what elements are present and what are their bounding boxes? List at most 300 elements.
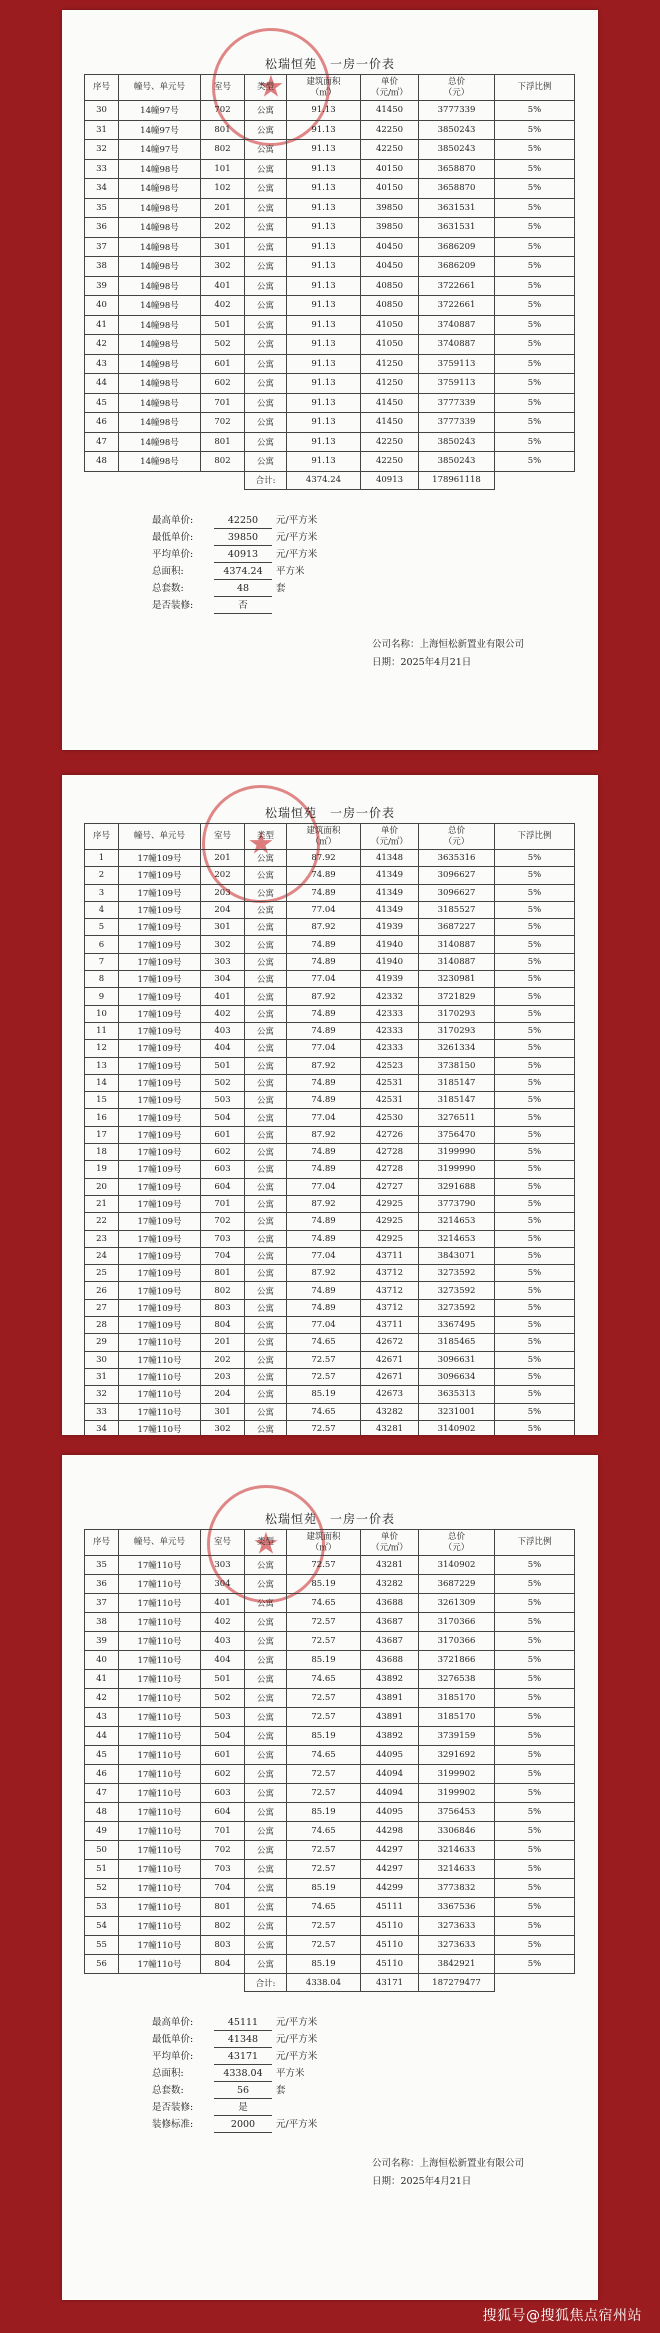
table-row xyxy=(85,257,575,277)
cell-room-number: 502 xyxy=(201,335,245,355)
cell-unit-price: 39850 xyxy=(361,218,419,238)
table-row xyxy=(85,1613,575,1632)
cell-room-number: 502 xyxy=(201,1074,245,1091)
cell-room-number: 802 xyxy=(201,1282,245,1299)
cell-building-unit: 17幢109号 xyxy=(119,936,201,953)
total-sum: 178961118 xyxy=(419,471,495,489)
total-blank xyxy=(495,471,575,489)
table-row xyxy=(85,919,575,936)
table-row xyxy=(85,1594,575,1613)
cell-building-unit: 17幢109号 xyxy=(119,1265,201,1282)
cell-row-index: 37 xyxy=(85,237,119,257)
table-row xyxy=(85,953,575,970)
cell-building-unit: 17幢109号 xyxy=(119,1230,201,1247)
cell-total-price: 3273592 xyxy=(419,1299,495,1316)
summary-row xyxy=(152,2031,598,2048)
cell-floor-area: 77.04 xyxy=(287,1040,361,1057)
cell-discount-ratio: 5% xyxy=(495,1708,575,1727)
cell-floor-area: 85.19 xyxy=(287,1803,361,1822)
cell-row-index: 46 xyxy=(85,413,119,433)
cell-unit-type: 公寓 xyxy=(245,1632,287,1651)
cell-unit-type: 公寓 xyxy=(245,1386,287,1403)
table-row xyxy=(85,1420,575,1435)
cell-unit-price: 40450 xyxy=(361,237,419,257)
cell-floor-area: 72.57 xyxy=(287,1613,361,1632)
cell-total-price: 3273592 xyxy=(419,1282,495,1299)
cell-unit-type: 公寓 xyxy=(245,296,287,316)
cell-discount-ratio: 5% xyxy=(495,1334,575,1351)
cell-room-number: 502 xyxy=(201,1689,245,1708)
summary-row xyxy=(152,2048,598,2065)
cell-floor-area: 74.89 xyxy=(287,884,361,901)
company-info xyxy=(372,2155,598,2191)
summary-unit: 元/平方米 xyxy=(276,2034,318,2045)
cell-unit-type: 公寓 xyxy=(245,1351,287,1368)
price-sheet-page-3 xyxy=(62,1455,598,2300)
cell-row-index: 38 xyxy=(85,257,119,277)
cell-unit-type: 公寓 xyxy=(245,1057,287,1074)
cell-room-number: 402 xyxy=(201,296,245,316)
cell-unit-type: 公寓 xyxy=(245,1247,287,1264)
cell-discount-ratio: 5% xyxy=(495,1917,575,1936)
cell-room-number: 802 xyxy=(201,140,245,160)
cell-discount-ratio: 5% xyxy=(495,1822,575,1841)
cell-floor-area: 74.89 xyxy=(287,1282,361,1299)
table-row xyxy=(85,237,575,257)
cell-room-number: 403 xyxy=(201,1022,245,1039)
cell-unit-type: 公寓 xyxy=(245,1898,287,1917)
cell-unit-type: 公寓 xyxy=(245,1299,287,1316)
cell-unit-type: 公寓 xyxy=(245,1109,287,1126)
cell-discount-ratio: 5% xyxy=(495,1282,575,1299)
cell-unit-type: 公寓 xyxy=(245,1860,287,1879)
table-row xyxy=(85,354,575,374)
cell-floor-area: 91.13 xyxy=(287,413,361,433)
cell-unit-price: 42333 xyxy=(361,1040,419,1057)
cell-total-price: 3273592 xyxy=(419,1265,495,1282)
cell-discount-ratio: 5% xyxy=(495,1057,575,1074)
cell-unit-price: 42531 xyxy=(361,1074,419,1091)
table-row xyxy=(85,101,575,121)
cell-building-unit: 17幢109号 xyxy=(119,850,201,867)
cell-building-unit: 17幢109号 xyxy=(119,1178,201,1195)
cell-building-unit: 17幢109号 xyxy=(119,1144,201,1161)
cell-building-unit: 17幢109号 xyxy=(119,953,201,970)
table-row xyxy=(85,1403,575,1420)
cell-unit-price: 41939 xyxy=(361,919,419,936)
cell-unit-price: 44297 xyxy=(361,1860,419,1879)
cell-room-number: 703 xyxy=(201,1230,245,1247)
cell-discount-ratio: 5% xyxy=(495,1689,575,1708)
cell-total-price: 3777339 xyxy=(419,393,495,413)
cell-room-number: 802 xyxy=(201,1917,245,1936)
cell-total-price: 3843071 xyxy=(419,1247,495,1264)
cell-row-index: 42 xyxy=(85,1689,119,1708)
cell-discount-ratio: 5% xyxy=(495,1936,575,1955)
summary-value: 48 xyxy=(214,580,272,597)
cell-row-index: 14 xyxy=(85,1074,119,1091)
cell-room-number: 202 xyxy=(201,1351,245,1368)
cell-unit-type: 公寓 xyxy=(245,1195,287,1212)
cell-floor-area: 72.57 xyxy=(287,1556,361,1575)
cell-row-index: 16 xyxy=(85,1109,119,1126)
cell-row-index: 50 xyxy=(85,1841,119,1860)
cell-total-price: 3740887 xyxy=(419,315,495,335)
cell-row-index: 55 xyxy=(85,1936,119,1955)
table-row xyxy=(85,1917,575,1936)
cell-building-unit: 17幢110号 xyxy=(119,1746,201,1765)
cell-unit-type: 公寓 xyxy=(245,971,287,988)
cell-building-unit: 17幢110号 xyxy=(119,1803,201,1822)
cell-room-number: 203 xyxy=(201,1368,245,1385)
cell-building-unit: 17幢109号 xyxy=(119,1282,201,1299)
cell-room-number: 602 xyxy=(201,1144,245,1161)
cell-row-index: 37 xyxy=(85,1594,119,1613)
cell-unit-type: 公寓 xyxy=(245,1334,287,1351)
summary-row xyxy=(152,546,598,563)
cell-discount-ratio: 5% xyxy=(495,198,575,218)
cell-discount-ratio: 5% xyxy=(495,452,575,472)
cell-row-index: 52 xyxy=(85,1879,119,1898)
cell-row-index: 53 xyxy=(85,1898,119,1917)
cell-building-unit: 17幢109号 xyxy=(119,1005,201,1022)
cell-floor-area: 87.92 xyxy=(287,919,361,936)
summary-label: 总面积: xyxy=(152,565,184,577)
cell-discount-ratio: 5% xyxy=(495,1879,575,1898)
cell-floor-area: 77.04 xyxy=(287,901,361,918)
cell-unit-type: 公寓 xyxy=(245,1613,287,1632)
table-row xyxy=(85,1670,575,1689)
cell-row-index: 26 xyxy=(85,1282,119,1299)
cell-unit-price: 43687 xyxy=(361,1632,419,1651)
cell-room-number: 704 xyxy=(201,1247,245,1264)
cell-unit-type: 公寓 xyxy=(245,1213,287,1230)
cell-room-number: 803 xyxy=(201,1936,245,1955)
cell-unit-type: 公寓 xyxy=(245,1936,287,1955)
cell-floor-area: 91.13 xyxy=(287,276,361,296)
source-watermark: 搜狐号@搜狐焦点宿州站 xyxy=(482,2308,642,2324)
table-row xyxy=(85,1144,575,1161)
cell-unit-price: 42672 xyxy=(361,1334,419,1351)
cell-unit-type: 公寓 xyxy=(245,452,287,472)
cell-discount-ratio: 5% xyxy=(495,1955,575,1974)
cell-unit-type: 公寓 xyxy=(245,1317,287,1334)
cell-floor-area: 72.57 xyxy=(287,1841,361,1860)
summary-label: 总面积: xyxy=(152,2068,184,2079)
cell-row-index: 23 xyxy=(85,1230,119,1247)
cell-unit-type: 公寓 xyxy=(245,198,287,218)
cell-floor-area: 74.89 xyxy=(287,1005,361,1022)
header-unit-type: 类型 xyxy=(245,1530,287,1556)
cell-row-index: 34 xyxy=(85,179,119,199)
cell-row-index: 31 xyxy=(85,120,119,140)
cell-total-price: 3631531 xyxy=(419,198,495,218)
cell-floor-area: 91.13 xyxy=(287,237,361,257)
cell-unit-price: 43281 xyxy=(361,1420,419,1435)
cell-row-index: 56 xyxy=(85,1955,119,1974)
cell-unit-price: 42726 xyxy=(361,1126,419,1143)
cell-total-price: 3199990 xyxy=(419,1161,495,1178)
cell-building-unit: 14幢98号 xyxy=(119,354,201,374)
cell-unit-type: 公寓 xyxy=(245,1594,287,1613)
cell-row-index: 45 xyxy=(85,393,119,413)
cell-building-unit: 14幢98号 xyxy=(119,432,201,452)
cell-total-price: 3185170 xyxy=(419,1689,495,1708)
cell-floor-area: 74.89 xyxy=(287,1074,361,1091)
cell-floor-area: 77.04 xyxy=(287,971,361,988)
cell-total-price: 3850243 xyxy=(419,432,495,452)
cell-total-price: 3214653 xyxy=(419,1213,495,1230)
cell-unit-type: 公寓 xyxy=(245,393,287,413)
cell-unit-price: 43281 xyxy=(361,1556,419,1575)
cell-discount-ratio: 5% xyxy=(495,1670,575,1689)
cell-unit-type: 公寓 xyxy=(245,1403,287,1420)
cell-room-number: 804 xyxy=(201,1955,245,1974)
cell-row-index: 25 xyxy=(85,1265,119,1282)
cell-room-number: 804 xyxy=(201,1317,245,1334)
cell-building-unit: 17幢109号 xyxy=(119,1092,201,1109)
table-row xyxy=(85,1213,575,1230)
cell-building-unit: 17幢110号 xyxy=(119,1879,201,1898)
cell-building-unit: 17幢109号 xyxy=(119,1040,201,1057)
total-label: 合计: xyxy=(245,471,287,489)
table-header-row xyxy=(85,75,575,101)
company-name: 公司名称：上海恒松新置业有限公司 xyxy=(372,2158,525,2169)
cell-floor-area: 91.13 xyxy=(287,179,361,199)
table-row xyxy=(85,971,575,988)
cell-unit-price: 42671 xyxy=(361,1368,419,1385)
cell-unit-type: 公寓 xyxy=(245,988,287,1005)
cell-unit-type: 公寓 xyxy=(245,1556,287,1575)
cell-unit-price: 41349 xyxy=(361,867,419,884)
cell-building-unit: 17幢110号 xyxy=(119,1841,201,1860)
sheet-title: 松瑞恒苑 一房一价表 xyxy=(264,57,395,71)
summary-label: 平均单价: xyxy=(152,548,194,560)
cell-total-price: 3261334 xyxy=(419,1040,495,1057)
cell-total-price: 3096634 xyxy=(419,1368,495,1385)
cell-unit-type: 公寓 xyxy=(245,919,287,936)
cell-building-unit: 17幢110号 xyxy=(119,1727,201,1746)
cell-unit-type: 公寓 xyxy=(245,276,287,296)
summary-row xyxy=(152,597,598,614)
cell-discount-ratio: 5% xyxy=(495,1803,575,1822)
summary-row xyxy=(152,2116,598,2133)
cell-room-number: 404 xyxy=(201,1040,245,1057)
cell-discount-ratio: 5% xyxy=(495,257,575,277)
cell-building-unit: 17幢109号 xyxy=(119,884,201,901)
cell-total-price: 3850243 xyxy=(419,140,495,160)
cell-total-price: 3140887 xyxy=(419,936,495,953)
cell-discount-ratio: 5% xyxy=(495,1161,575,1178)
cell-discount-ratio: 5% xyxy=(495,1746,575,1765)
cell-discount-ratio: 5% xyxy=(495,1265,575,1282)
table-row xyxy=(85,1230,575,1247)
summary-value: 39850 xyxy=(214,529,272,546)
cell-row-index: 13 xyxy=(85,1057,119,1074)
summary-unit: 元/平方米 xyxy=(276,2051,318,2062)
cell-unit-type: 公寓 xyxy=(245,179,287,199)
cell-discount-ratio: 5% xyxy=(495,296,575,316)
summary-unit: 平方米 xyxy=(276,2068,305,2079)
cell-discount-ratio: 5% xyxy=(495,1195,575,1212)
table-row xyxy=(85,1708,575,1727)
table-row xyxy=(85,1126,575,1143)
header-row-index: 序号 xyxy=(85,75,119,101)
cell-discount-ratio: 5% xyxy=(495,1632,575,1651)
table-row xyxy=(85,1746,575,1765)
cell-building-unit: 14幢98号 xyxy=(119,296,201,316)
cell-unit-price: 40150 xyxy=(361,159,419,179)
cell-unit-price: 44095 xyxy=(361,1803,419,1822)
table-row xyxy=(85,120,575,140)
cell-total-price: 3773832 xyxy=(419,1879,495,1898)
header-room-number: 室号 xyxy=(201,824,245,850)
cell-total-price: 3777339 xyxy=(419,413,495,433)
cell-row-index: 27 xyxy=(85,1299,119,1316)
cell-floor-area: 91.13 xyxy=(287,296,361,316)
cell-room-number: 302 xyxy=(201,1420,245,1435)
cell-row-index: 31 xyxy=(85,1368,119,1385)
cell-room-number: 201 xyxy=(201,198,245,218)
cell-row-index: 47 xyxy=(85,1784,119,1803)
cell-floor-area: 87.92 xyxy=(287,988,361,1005)
cell-unit-type: 公寓 xyxy=(245,1074,287,1091)
summary-value: 2000 xyxy=(214,2116,272,2133)
header-unit-price: 单价 （元/㎡） xyxy=(361,75,419,101)
cell-unit-price: 41250 xyxy=(361,374,419,394)
cell-unit-type: 公寓 xyxy=(245,120,287,140)
cell-row-index: 7 xyxy=(85,953,119,970)
cell-floor-area: 74.89 xyxy=(287,1230,361,1247)
cell-room-number: 701 xyxy=(201,1195,245,1212)
cell-unit-type: 公寓 xyxy=(245,335,287,355)
company-name: 公司名称：上海恒松新置业有限公司 xyxy=(372,638,525,650)
summary-label: 装修标准: xyxy=(152,2119,194,2130)
table-row xyxy=(85,218,575,238)
cell-building-unit: 17幢109号 xyxy=(119,901,201,918)
summary-value: 4374.24 xyxy=(214,563,272,580)
cell-room-number: 204 xyxy=(201,1386,245,1403)
cell-total-price: 3631531 xyxy=(419,218,495,238)
cell-row-index: 24 xyxy=(85,1247,119,1264)
summary-label: 最高单价: xyxy=(152,2017,194,2028)
cell-unit-price: 42333 xyxy=(361,1022,419,1039)
cell-room-number: 501 xyxy=(201,1670,245,1689)
cell-floor-area: 72.57 xyxy=(287,1368,361,1385)
cell-room-number: 702 xyxy=(201,1213,245,1230)
cell-unit-price: 42531 xyxy=(361,1092,419,1109)
cell-unit-type: 公寓 xyxy=(245,1746,287,1765)
cell-discount-ratio: 5% xyxy=(495,953,575,970)
cell-total-price: 3739159 xyxy=(419,1727,495,1746)
cell-discount-ratio: 5% xyxy=(495,374,575,394)
summary-value: 43171 xyxy=(214,2048,272,2065)
summary-row xyxy=(152,2082,598,2099)
cell-row-index: 2 xyxy=(85,867,119,884)
cell-total-price: 3777339 xyxy=(419,101,495,121)
cell-unit-type: 公寓 xyxy=(245,1005,287,1022)
cell-discount-ratio: 5% xyxy=(495,1351,575,1368)
table-body xyxy=(85,850,575,1436)
cell-unit-type: 公寓 xyxy=(245,1575,287,1594)
cell-row-index: 3 xyxy=(85,884,119,901)
cell-floor-area: 74.89 xyxy=(287,936,361,953)
cell-floor-area: 91.13 xyxy=(287,159,361,179)
cell-building-unit: 17幢110号 xyxy=(119,1386,201,1403)
table-row xyxy=(85,1074,575,1091)
cell-building-unit: 14幢98号 xyxy=(119,335,201,355)
cell-room-number: 602 xyxy=(201,1765,245,1784)
cell-building-unit: 14幢98号 xyxy=(119,198,201,218)
table-row xyxy=(85,1334,575,1351)
summary-unit: 平方米 xyxy=(276,565,305,577)
cell-row-index: 51 xyxy=(85,1860,119,1879)
summary-row xyxy=(152,512,598,529)
cell-room-number: 401 xyxy=(201,276,245,296)
cell-row-index: 39 xyxy=(85,1632,119,1651)
cell-discount-ratio: 5% xyxy=(495,1074,575,1091)
cell-room-number: 504 xyxy=(201,1109,245,1126)
cell-floor-area: 87.92 xyxy=(287,1126,361,1143)
cell-row-index: 15 xyxy=(85,1092,119,1109)
cell-building-unit: 17幢109号 xyxy=(119,1057,201,1074)
cell-floor-area: 74.89 xyxy=(287,1092,361,1109)
cell-building-unit: 17幢110号 xyxy=(119,1689,201,1708)
cell-discount-ratio: 5% xyxy=(495,393,575,413)
cell-room-number: 503 xyxy=(201,1708,245,1727)
cell-total-price: 3276511 xyxy=(419,1109,495,1126)
table-row xyxy=(85,296,575,316)
cell-building-unit: 14幢97号 xyxy=(119,140,201,160)
cell-floor-area: 77.04 xyxy=(287,1109,361,1126)
cell-unit-type: 公寓 xyxy=(245,1765,287,1784)
cell-building-unit: 14幢98号 xyxy=(119,393,201,413)
cell-room-number: 501 xyxy=(201,315,245,335)
cell-unit-price: 42333 xyxy=(361,1005,419,1022)
cell-room-number: 402 xyxy=(201,1613,245,1632)
summary-label: 总套数: xyxy=(152,2085,184,2096)
table-header-row xyxy=(85,824,575,850)
cell-row-index: 12 xyxy=(85,1040,119,1057)
cell-unit-type: 公寓 xyxy=(245,159,287,179)
cell-unit-type: 公寓 xyxy=(245,1178,287,1195)
cell-total-price: 3721866 xyxy=(419,1651,495,1670)
cell-discount-ratio: 5% xyxy=(495,218,575,238)
cell-discount-ratio: 5% xyxy=(495,901,575,918)
cell-row-index: 11 xyxy=(85,1022,119,1039)
cell-room-number: 301 xyxy=(201,1403,245,1420)
cell-room-number: 803 xyxy=(201,1299,245,1316)
cell-total-price: 3096627 xyxy=(419,867,495,884)
cell-building-unit: 14幢98号 xyxy=(119,218,201,238)
cell-unit-price: 41349 xyxy=(361,901,419,918)
cell-total-price: 3231001 xyxy=(419,1403,495,1420)
cell-floor-area: 91.13 xyxy=(287,101,361,121)
cell-floor-area: 91.13 xyxy=(287,354,361,374)
cell-building-unit: 17幢110号 xyxy=(119,1556,201,1575)
cell-floor-area: 91.13 xyxy=(287,218,361,238)
table-row xyxy=(85,159,575,179)
cell-total-price: 3367495 xyxy=(419,1317,495,1334)
cell-building-unit: 14幢97号 xyxy=(119,120,201,140)
cell-discount-ratio: 5% xyxy=(495,276,575,296)
cell-room-number: 101 xyxy=(201,159,245,179)
cell-building-unit: 17幢110号 xyxy=(119,1822,201,1841)
cell-discount-ratio: 5% xyxy=(495,1860,575,1879)
cell-floor-area: 77.04 xyxy=(287,1247,361,1264)
cell-room-number: 202 xyxy=(201,867,245,884)
table-row xyxy=(85,1822,575,1841)
